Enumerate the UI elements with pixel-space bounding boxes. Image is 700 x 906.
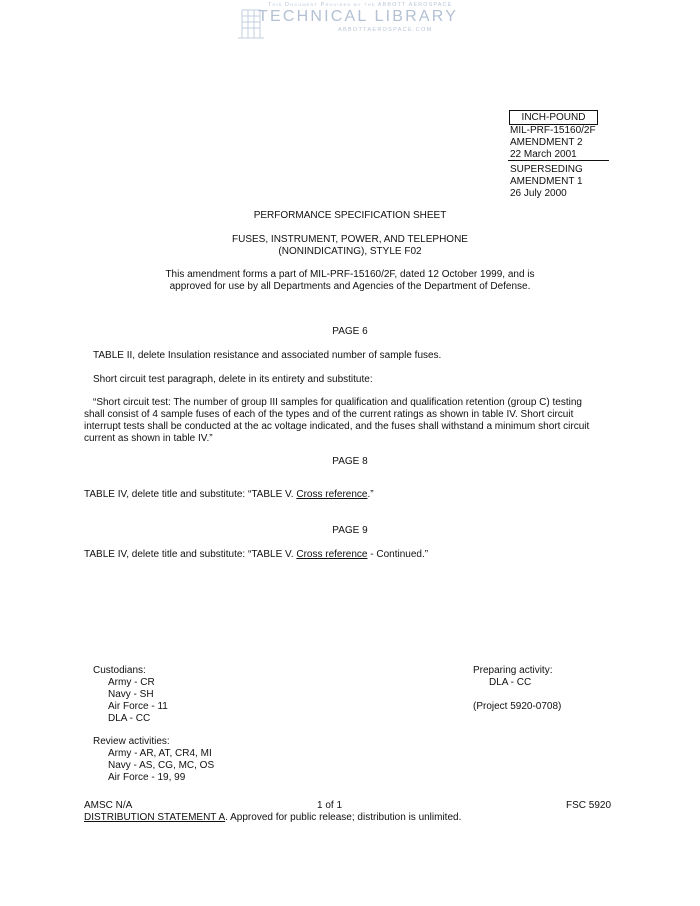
review-activity-item: Navy - AS, CG, MC, OS	[108, 760, 215, 771]
sheet-title: PERFORMANCE SPECIFICATION SHEET	[253, 210, 447, 221]
page-8-instruction-prefix: TABLE IV, delete title and substitute: “TABLE V.	[84, 489, 297, 500]
inch-pound-box: INCH-POUND	[509, 110, 598, 125]
watermark	[0, 0, 700, 50]
header-divider	[508, 160, 609, 161]
page-9-instruction	[84, 549, 428, 561]
superseding-label: SUPERSEDING	[510, 164, 583, 175]
watermark-top-line: This Document Provided by the ABBOTT AEROSPACE	[268, 2, 453, 8]
project-number: (Project 5920-0708)	[473, 701, 562, 712]
custodian-item: Air Force - 11	[108, 701, 168, 712]
title-line-2: (NONINDICATING), STYLE F02	[278, 246, 422, 257]
custodians-label: Custodians:	[93, 665, 146, 676]
page-6-paragraph-2: Short circuit test paragraph, delete in its entirety and substitute:	[93, 374, 373, 385]
preparing-activity-label: Preparing activity:	[473, 665, 553, 676]
watermark-title: TECHNICAL LIBRARY	[258, 8, 459, 25]
page-6-quote-line-4: current as shown in table IV.”	[84, 433, 213, 444]
distribution-statement	[84, 812, 461, 824]
page-9-instruction-prefix: TABLE IV, delete title and substitute: “TABLE V.	[84, 549, 297, 560]
page-6-quote-line-3: interrupt tests shall be conducted at the ac voltage indicated, and the fuses shall withstand a minimum short circuit	[84, 421, 590, 432]
page-8-instruction-suffix: .”	[367, 489, 374, 500]
superseded-amendment: AMENDMENT 1	[510, 176, 583, 187]
amsc-code: AMSC N/A	[84, 800, 133, 811]
fsc-code: FSC 5920	[566, 800, 612, 811]
superseding-block	[510, 164, 583, 200]
amendment-date: 22 March 2001	[510, 149, 577, 160]
review-activity-item: Army - AR, AT, CR4, MI	[108, 748, 212, 759]
intro-line-2: approved for use by all Departments and Agencies of the Department of Defense.	[169, 281, 531, 292]
spec-header	[510, 125, 596, 161]
page-8-instruction	[84, 489, 374, 501]
page-8-cross-reference: Cross reference	[296, 489, 368, 500]
distribution-statement-text: . Approved for public release; distribution is unlimited.	[225, 812, 462, 823]
page-6-quote-line-2: shall consist of 4 sample fuses of each of the types and of the current ratings as shown in table IV. Short circuit	[84, 409, 574, 420]
page-9-heading: PAGE 9	[332, 525, 368, 536]
preparing-activity-value: DLA - CC	[489, 677, 532, 688]
spec-number: MIL-PRF-15160/2F	[510, 125, 596, 136]
amendment-number: AMENDMENT 2	[510, 137, 583, 148]
watermark-url: ABBOTTAEROSPACE.COM	[338, 27, 433, 33]
intro-line-1: This amendment forms a part of MIL-PRF-15160/2F, dated 12 October 1999, and is	[165, 269, 535, 280]
superseded-date: 26 July 2000	[510, 188, 567, 199]
page-9-cross-reference: Cross reference	[296, 549, 368, 560]
custodian-item: DLA - CC	[108, 713, 151, 724]
distribution-statement-label: DISTRIBUTION STATEMENT A	[84, 812, 226, 823]
review-activities-label: Review activities:	[93, 736, 170, 747]
page-6-heading: PAGE 6	[332, 326, 368, 337]
page-6-paragraph-1: TABLE II, delete Insulation resistance and associated number of sample fuses.	[93, 350, 442, 361]
page-8-heading: PAGE 8	[332, 456, 368, 467]
page-6-quote-line-1: “Short circuit test: The number of group III samples for qualification and qualification retention (group C) testing	[93, 397, 582, 408]
review-activity-item: Air Force - 19, 99	[108, 772, 186, 783]
page-count: 1 of 1	[317, 800, 343, 811]
custodian-item: Army - CR	[108, 677, 155, 688]
title-line-1: FUSES, INSTRUMENT, POWER, AND TELEPHONE	[232, 234, 468, 245]
page-9-instruction-suffix: - Continued.”	[367, 549, 429, 560]
custodian-item: Navy - SH	[108, 689, 154, 700]
